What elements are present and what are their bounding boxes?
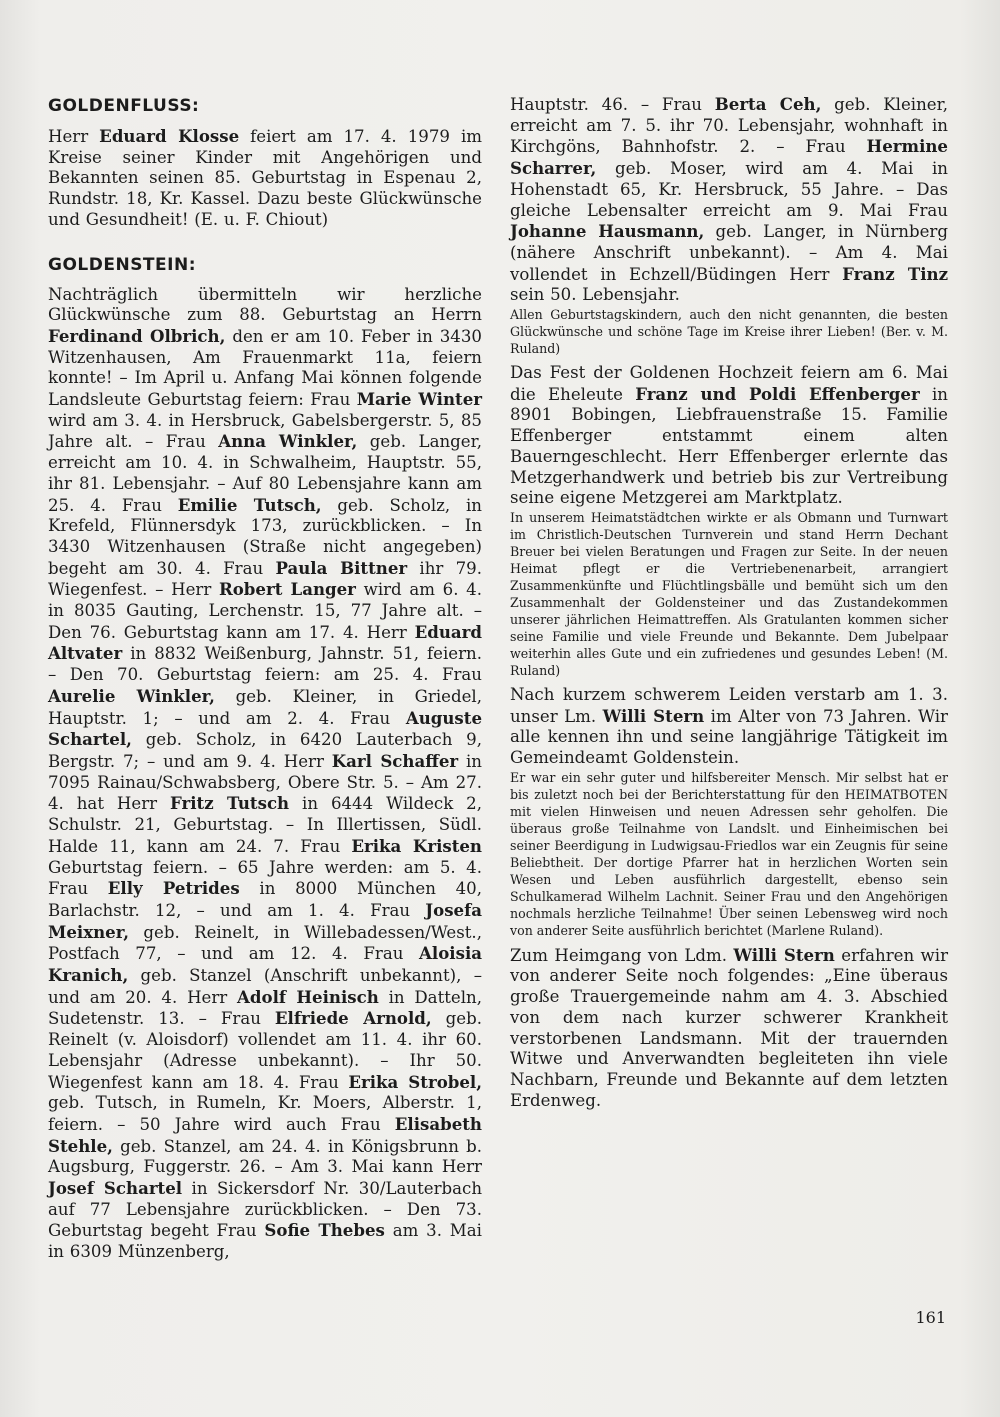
birthday-greeting-note: Allen Geburtstagskindern, auch den nicht genannten, die besten Glückwünsche und schöne Tage im Kreise ihrer Lieben! (Ber. v. M. Ruland) [510,307,948,357]
golden-wedding-text: Das Fest der Goldenen Hochzeit feiern am 6. Mai die Eheleute Franz und Poldi Effenberger in 8901 Bobingen, Liebfrauenstraße 15. Familie Effenberger entstammt einem alten Bauerngeschlecht. Herr Effenberger erlernte das Metzgerhandwerk und betrieb bis zur Vertreibung seine eigene Metzgerei am Marktplatz. [510,363,948,508]
goldenfluss-text: Herr Eduard Klosse feiert am 17. 4. 1979 im Kreise seiner Kinder mit Angehörigen und Bekannten seinen 85. Geburtstag in Espenau 2, Rundstr. 18, Kr. Kassel. Dazu beste Glückwünsche und Gesundheit! (E. u. F. Chiout) [48,126,482,229]
page-number: 161 [915,1308,946,1327]
section-heading-goldenstein: GOLDENSTEIN: [48,254,196,275]
birthday-continuation-text: Hauptstr. 46. – Frau Berta Ceh, geb. Kleiner, erreicht am 7. 5. ihr 70. Lebensjahr, wohnhaft in Kirchgöns, Bahnhofstr. 2. – Frau Hermine Scharrer, geb. Moser, wird am 4. Mai in Hohenstadt 65, Kr. Hersbruck, 55 Jahre. – Das gleiche Lebensalter erreicht am 9. Mai Frau Johanne Hausmann, geb. Langer, in Nürnberg (nähere Anschrift unbekannt). – Am 4. Mai vollendet in Echzell/Büdingen Herr Franz Tinz sein 50. Lebensjahr. [510,94,948,305]
right-column [510,94,948,1111]
section-heading-goldenfluss: GOLDENFLUSS: [48,96,200,116]
golden-wedding-note: In unserem Heimatstädtchen wirkte er als Obmann und Turnwart im Christlich-Deutschen Turnverein und stand Herrn Dechant Breuer bei vielen Beratungen und Fragen zur Seite. In der neuen Heimat pflegt er die Vertriebenenarbeit, arrangiert Zusammenkünfte und Flüchtlingsbälle und bemüht sich um den Zusammenhalt der Goldensteiner und das Zustandekommen unserer jährlichen Heimattreffen. Als Gratulanten kommen sicher seine Familie und viele Freunde und Bekannte. Dem Jubelpaar weiterhin alles Gute und ein zufriedenes und gesundes Leben! (M. Ruland) [510,509,948,678]
obituary-text: Nach kurzem schwerem Leiden verstarb am 1. 3. unser Lm. Willi Stern im Alter von 73 Jahren. Wir alle kennen ihn und seine langjährige Tätigkeit im Gemeindeamt Goldenstein. [510,684,948,768]
left-column [48,94,482,1263]
funeral-report-text: Zum Heimgang von Ldm. Willi Stern erfahren wir von anderer Seite noch folgendes: „Eine überaus große Trauergemeinde nahm am 4. 3. Abschied von dem nach kurzer schwerer Krankheit verstorbenen Landsmann. Mit der trauernden Witwe und Anverwandten begleiteten ihn viele Nachbarn, Freunde und Bekannte auf dem letzten Erdenweg. [510,944,948,1110]
obituary-note: Er war ein sehr guter und hilfsbereiter Mensch. Mir selbst hat er bis zuletzt noch bei der Berichterstattung für den HEIMATBOTEN mit vielen Hinweisen und neuen Adressen sehr geholfen. Die überaus große Teilnahme von Landslt. und Einheimischen bei seiner Beerdigung in Ludwigsau-Friedlos war ein Zeugnis für seine Beliebtheit. Der dortige Pfarrer hat in herzlichen Worten sein Wesen und Leben ausführlich dargestellt, ebenso sein Schulkamerad Wilhelm Lachnit. Seiner Frau und den Angehörigen nochmals herzliche Teilnahme! Über seinen Lebensweg wird noch von anderer Seite ausführlich berichtet (Marlene Ruland). [510,769,948,938]
goldenstein-text: Nachträglich übermitteln wir herzliche Glückwünsche zum 88. Geburtstag an Herrn Ferdinand Olbrich, den er am 10. Feber in 3430 Witzenhausen, Am Frauenmarkt 11a, feiern konnte! – Im April u. Anfang Mai können folgende Landsleute Geburtstag feiern: Frau Marie Winter wird am 3. 4. in Hersbruck, Gabelsbergerstr. 5, 85 Jahre alt. – Frau Anna Winkler, geb. Langer, erreicht am 10. 4. in Schwalheim, Hauptstr. 55, ihr 81. Lebensjahr. – Auf 80 Lebensjahre kann am 25. 4. Frau Emilie Tutsch, geb. Scholz, in Krefeld, Flünnersdyk 173, zurückblicken. – In 3430 Witzenhausen (Straße nicht angegeben) begeht am 30. 4. Frau Paula Bittner ihr 79. Wiegenfest. – Herr Robert Langer wird am 6. 4. in 8035 Gauting, Lerchenstr. 15, 77 Jahre alt. – Den 76. Geburtstag kann am 17. 4. Herr Eduard Altvater in 8832 Weißenburg, Jahnstr. 51, feiern. – Den 70. Geburtstag feiern: am 25. 4. Frau Aurelie Winkler, geb. Kleiner, in Griedel, Hauptstr. 1; – und am 2. 4. Frau Auguste Schartel, geb. Scholz, in 6420 Lauterbach 9, Bergstr. 7; – und am 9. 4. Herr Karl Schaffer in 7095 Rainau/Schwabsberg, Obere Str. 5. – Am 27. 4. hat Herr Fritz Tutsch in 6444 Wildeck 2, Schulstr. 21, Geburtstag. – In Illertissen, Südl. Halde 11, kann am 24. 7. Frau Erika Kristen Geburtstag feiern. – 65 Jahre werden: am 5. 4. Frau Elly Petrides in 8000 München 40, Barlachstr. 12, – und am 1. 4. Frau Josefa Meixner, geb. Reinelt, in Willebadessen/West., Postfach 77, – und am 12. 4. Frau Aloisia Kranich, geb. Stanzel (Anschrift unbekannt), – und am 20. 4. Herr Adolf Heinisch in Datteln, Sudetenstr. 13. – Frau Elfriede Arnold, geb. Reinelt (v. Aloisdorf) vollendet am 11. 4. ihr 60. Lebensjahr (Adresse unbekannt). – Ihr 50. Wiegenfest kann am 18. 4. Frau Erika Strobel, geb. Tutsch, in Rumeln, Kr. Moers, Alberstr. 1, feiern. – 50 Jahre wird auch Frau Elisabeth Stehle, geb. Stanzel, am 24. 4. in Königsbrunn b. Augsburg, Fuggerstr. 26. – Am 3. Mai kann Herr Josef Schartel in Sickersdorf Nr. 30/Lauterbach auf 77 Lebensjahre zurückblicken. – Den 73. Geburtstag begeht Frau Sofie Thebes am 3. Mai in 6309 Münzenberg, [48,284,483,1262]
